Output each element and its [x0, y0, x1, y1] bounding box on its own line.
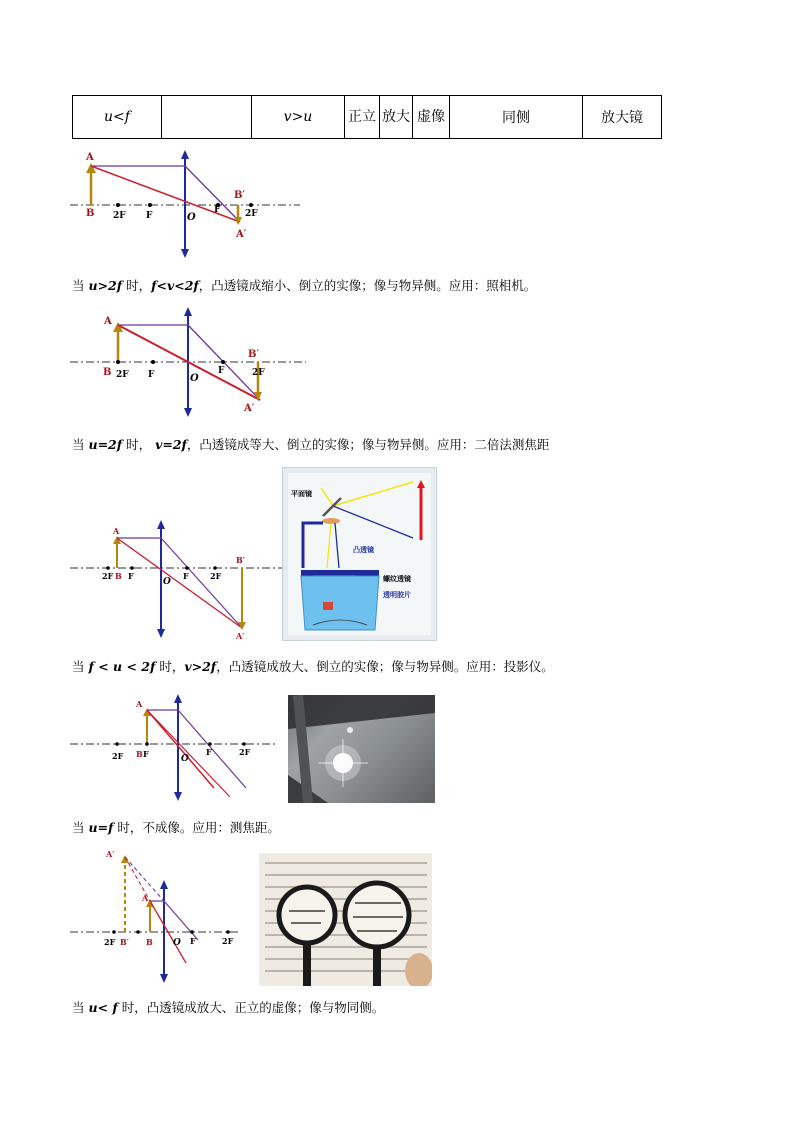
label-2f-right: 2F	[252, 368, 265, 378]
label-b: B	[103, 367, 112, 378]
label-b-prime: B′	[236, 555, 245, 565]
ray-diagram-f-u-2f	[70, 518, 285, 643]
lens-bottom-arrow	[174, 792, 182, 801]
magnifier-photo-drawing	[259, 853, 432, 986]
table-cell-nature: 虚像	[413, 96, 450, 139]
lens-top-arrow	[174, 694, 182, 703]
label-2f: 2F	[112, 751, 124, 761]
magnifier-left	[279, 887, 335, 943]
f-point-left	[145, 742, 149, 746]
label-2f: 2F	[116, 370, 129, 380]
label-o: O	[163, 577, 171, 587]
table-cell-image-distance	[162, 96, 252, 139]
lens-bottom-arrow	[157, 629, 165, 638]
label-b: B	[136, 749, 143, 759]
lens-bottom-arrow	[181, 249, 189, 258]
virtual-image-arrowhead	[121, 855, 129, 863]
label-mirror: 平面镜	[291, 489, 312, 498]
table-cell-orientation: 正立	[345, 96, 380, 139]
ray-diagram-u-greater-2f	[70, 148, 305, 260]
label-f: F	[143, 749, 149, 759]
label-b: B	[86, 208, 95, 219]
label-f-right: F	[206, 747, 212, 757]
f-point-right	[221, 360, 225, 364]
label-o: O	[181, 754, 189, 764]
label-b-prime: B′	[248, 349, 260, 360]
f-point-left	[151, 360, 155, 364]
ray-diagram-u-equal-f	[70, 693, 280, 805]
label-a: A	[86, 152, 94, 163]
f-point-right	[190, 930, 194, 934]
f-point-left	[136, 930, 140, 934]
refracted-ray	[161, 538, 242, 628]
center-ray	[147, 710, 214, 788]
refracted-ray	[178, 710, 246, 788]
caption-4: 当 u=f 时，不成像。应用：测焦距。	[72, 820, 280, 835]
lens-top-arrow	[184, 307, 192, 316]
caption-5: 当 u< f 时，凸透镜成放大、正立的虚像；像与物同侧。	[72, 1000, 385, 1015]
f-point-left	[130, 566, 134, 570]
object-arrowhead	[143, 708, 151, 716]
sunlight-photo-drawing	[288, 695, 435, 803]
label-b-prime: B′	[120, 937, 129, 947]
label-2f-right: 2F	[239, 747, 251, 757]
sunlight-focus-photo	[288, 695, 435, 803]
label-b: B	[146, 937, 153, 947]
label-o: O	[187, 212, 196, 223]
caption-1: 当 u>2f 时，f<v<2f，凸透镜成缩小、倒立的实像；像与物异侧。应用：照相机。	[72, 278, 537, 293]
f-point-right	[185, 566, 189, 570]
property-table	[72, 95, 662, 139]
2f-point-right	[226, 930, 230, 934]
label-f-right: F	[190, 936, 196, 946]
table-cell-object-distance: u<f	[73, 96, 162, 139]
2f-point-left	[116, 203, 120, 207]
label-2f-right: 2F	[222, 936, 234, 946]
label-o: O	[173, 938, 181, 948]
label-2f: 2F	[102, 571, 114, 581]
label-a-prime: A′	[106, 849, 115, 859]
2f-point-left	[115, 742, 119, 746]
label-f: F	[146, 211, 153, 221]
bulb	[323, 602, 333, 610]
label-a-prime: A′	[244, 403, 255, 414]
label-a: A	[113, 526, 120, 536]
label-2f-right: 2F	[210, 571, 222, 581]
2f-point-right	[242, 742, 246, 746]
center-ray	[117, 538, 242, 628]
projector-illustration	[282, 467, 437, 641]
label-film: 透明胶片	[383, 590, 411, 599]
label-f-right: F	[214, 205, 221, 215]
photo-shadow-top	[288, 695, 435, 729]
magnifier-right	[345, 883, 409, 947]
label-a: A	[136, 699, 143, 709]
caption-3: 当 f < u < 2f 时，v>2f，凸透镜成放大、倒立的实像；像与物异侧。应用：投影仪。	[72, 659, 554, 674]
lens-top-arrow	[160, 880, 168, 889]
projector-drawing	[283, 468, 436, 640]
label-lens: 凸透镜	[353, 545, 374, 554]
2f-point-left	[112, 930, 116, 934]
small-spot	[347, 727, 353, 733]
ray-diagram-u-less-f	[70, 845, 245, 985]
table-cell-side: 同侧	[450, 96, 583, 139]
label-a-prime: A′	[236, 229, 247, 240]
lens-top-arrow	[157, 520, 165, 529]
label-a-prime: A′	[236, 631, 245, 641]
magnifier-photo	[259, 853, 432, 986]
f-point-right	[208, 742, 212, 746]
label-a: A	[142, 893, 149, 903]
2f-point-left	[116, 360, 120, 364]
label-2f-right: 2F	[245, 209, 258, 219]
projector-body	[301, 576, 379, 630]
label-b: B	[115, 571, 122, 581]
lens-top-arrow	[181, 150, 189, 159]
label-2f: 2F	[104, 937, 116, 947]
label-f: F	[128, 571, 134, 581]
label-o: O	[190, 373, 199, 384]
table-row	[73, 96, 662, 139]
f-point-left	[148, 203, 152, 207]
caption-2: 当 u=2f 时， v=2f，凸透镜成等大、倒立的实像；像与物异侧。应用：二倍法测焦距	[72, 437, 550, 452]
table-cell-relation: v>u	[252, 96, 345, 139]
label-2f: 2F	[113, 211, 126, 221]
label-fresnel: 螺纹透镜	[383, 574, 411, 583]
2f-point-left	[106, 566, 110, 570]
lens-bottom-arrow	[184, 408, 192, 417]
handle-right	[373, 947, 381, 986]
ray-diagram-u-equal-2f	[70, 305, 310, 420]
lens-bottom-arrow	[160, 974, 168, 983]
label-f: F	[148, 370, 155, 380]
label-a: A	[104, 316, 112, 327]
label-f-right: F	[218, 366, 225, 376]
label-b-prime: B′	[234, 190, 246, 201]
2f-point-right	[249, 203, 253, 207]
label-f-right: F	[183, 571, 189, 581]
image-arrowhead	[234, 217, 242, 225]
table-cell-size: 放大	[380, 96, 413, 139]
2f-point-right	[213, 566, 217, 570]
handle-left	[303, 943, 311, 986]
table-cell-application: 放大镜	[583, 96, 662, 139]
